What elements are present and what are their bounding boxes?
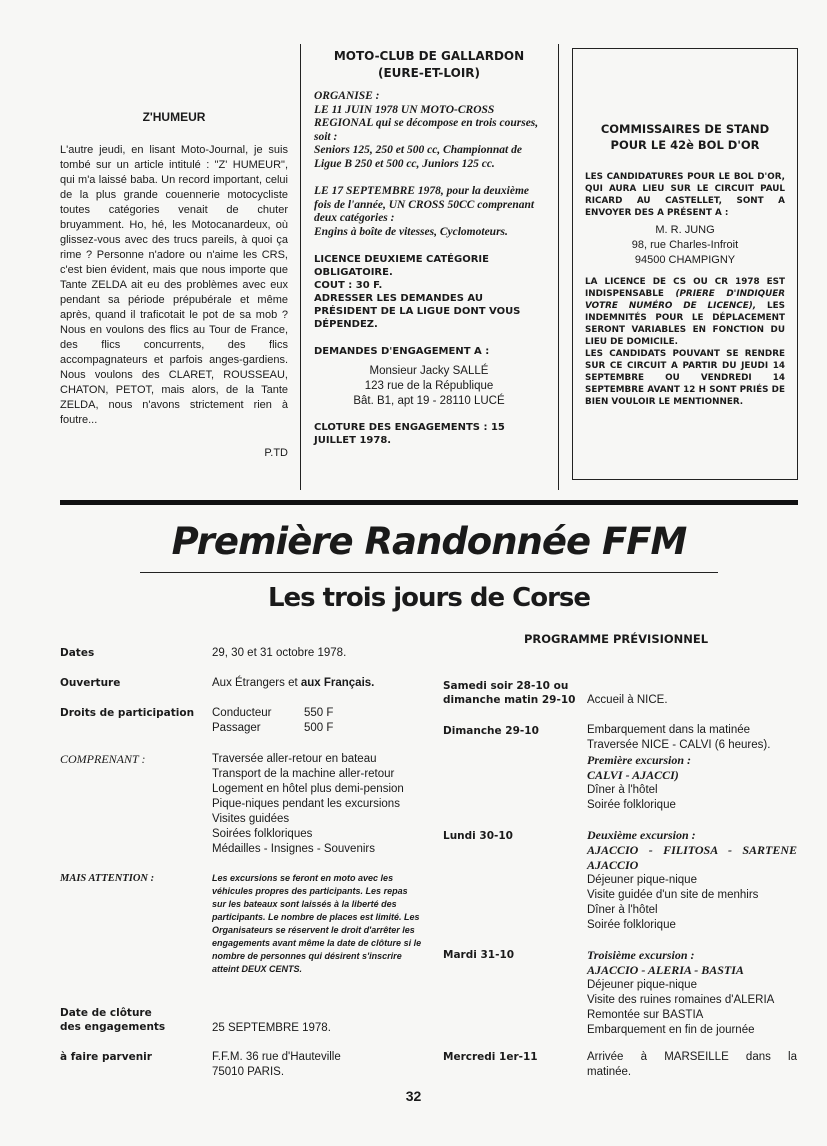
commissaires-subtitle: POUR LE 42è BOL D'OR (610, 138, 760, 152)
motoclub-article (314, 48, 544, 447)
mercredi-block (587, 1050, 797, 1080)
exc3-line: Déjeuner pique-nique (587, 979, 697, 991)
conducteur-prix: 550 F (304, 707, 334, 719)
commissaires-p1: LES CANDIDATURES POUR LE BOL D'OR, QUI AURA LIEU SUR LE CIRCUIT PAUL RICARD AU CASTELLET, SONT A ENVOYER DES A PRÉSENT A : (585, 172, 785, 218)
attention-label: MAIS ATTENTION : (60, 873, 155, 884)
exc1-route: CALVI - AJACCI) (587, 768, 679, 782)
commissaires-p2c: LES INDEMNITÉS POUR LE DÉPLACEMENT SERONT VARIABLES EN FONCTION DU LIEU DE DOMICILE. (585, 301, 785, 347)
samedi-label (443, 679, 575, 707)
ouverture-value (212, 676, 374, 691)
samedi-value: Accueil à NICE. (587, 694, 668, 706)
exc2-line: Dîner à l'hôtel (587, 904, 658, 916)
mercredi-label: Mercredi 1er-11 (443, 1051, 538, 1063)
exc3-line: Visite des ruines romaines d'ALERIA (587, 994, 775, 1006)
dimanche-label: Dimanche 29-10 (443, 725, 539, 737)
exc2-route2: AJACCIO (587, 858, 639, 872)
comprenant-item: Transport de la machine aller-retour (212, 768, 395, 780)
parvenir-line1: F.F.M. 36 rue d'Hauteville (212, 1051, 341, 1063)
ouverture-text: Aux Étrangers et (212, 677, 298, 689)
rando-title: Première Randonnée FFM (171, 520, 687, 563)
exc2-line: Déjeuner pique-nique (587, 874, 697, 886)
passager-prix: 500 F (304, 722, 334, 734)
commissaires-box (572, 48, 798, 480)
passager-label: Passager (212, 722, 261, 734)
commissaires-title: COMMISSAIRES DE STAND (600, 122, 770, 136)
ouverture-bold: aux Français. (300, 677, 375, 689)
exc3-title: Troisième excursion : (587, 948, 695, 962)
commissaires-p2b: (PRIERE D'INDIQUER VOTRE NUMÉRO DE LICENCE), (585, 289, 785, 311)
exc2-line: Soirée folklorique (587, 919, 676, 931)
attention-text: Les excursions se feront en moto avec les véhicules propres des participants. Les repas sur les bateaux sont laissés à la liberté des participants. Le nombre de places est limité. Les Organisateurs se réservent le droit d'arrêter les engagements avant même la date de clôture si le nombre de personnes qui désirent s'inscrire atteint DEUX CENTS. (212, 873, 422, 974)
mercredi-line2: matinée. (587, 1066, 632, 1078)
comprenant-item: Logement en hôtel plus demi-pension (212, 783, 404, 795)
parvenir-line2: 75010 PARIS. (212, 1066, 285, 1078)
exc2-title: Deuxième excursion : (587, 828, 696, 842)
parvenir-value (212, 1050, 341, 1080)
commissaires-p2 (585, 276, 785, 348)
motoclub-title: MOTO-CLUB DE GALLARDON (333, 49, 525, 63)
dimanche-block (587, 723, 770, 813)
conducteur-label: Conducteur (212, 707, 272, 719)
dates-label: Dates (60, 647, 95, 659)
motoclub-cloture: CLOTURE DES ENGAGEMENTS : 15 JUILLET 1978. (314, 422, 505, 446)
commissaires-addr-name: M. R. JUNG (655, 224, 715, 236)
dimanche-line: Embarquement dans la matinée (587, 724, 751, 736)
cloture-label-line2: des engagements (60, 1021, 166, 1033)
title-rule (140, 572, 718, 573)
exc1-line: Dîner à l'hôtel (587, 784, 658, 796)
motoclub-addr-street: 123 rue de la République (364, 380, 494, 392)
motoclub-event1: LE 11 JUIN 1978 UN MOTO-CROSS REGIONAL qui se décompose en trois courses, soit : (314, 103, 539, 143)
column-divider (300, 44, 301, 490)
zhumeur-article (60, 110, 288, 461)
comprenant-item: Pique-niques pendant les excursions (212, 798, 400, 810)
comprenant-item: Soirées folkloriques (212, 828, 313, 840)
exc3-line: Embarquement en fin de journée (587, 1024, 755, 1036)
lundi-label: Lundi 30-10 (443, 830, 513, 842)
exc3-route: AJACCIO - ALERIA - BASTIA (587, 963, 744, 977)
parvenir-label: à faire parvenir (60, 1051, 152, 1063)
motoclub-event2-classes: Engins à boîte de vitesses, Cyclomoteurs. (314, 225, 508, 238)
comprenant-item: Médailles - Insignes - Souvenirs (212, 843, 375, 855)
motoclub-adresser: ADRESSER LES DEMANDES AU PRÉSIDENT DE LA LIGUE DONT VOUS DÉPENDEZ. (314, 293, 521, 330)
commissaires-addr-street: 98, rue Charles-Infroit (631, 239, 739, 251)
motoclub-region: (EURE-ET-LOIR) (377, 66, 481, 80)
samedi-label-line1: Samedi soir 28-10 ou (443, 680, 569, 692)
samedi-label-line2: dimanche matin 29-10 (443, 694, 576, 706)
mardi-block (587, 948, 774, 1038)
exc1-title: Première excursion : (587, 753, 691, 767)
motoclub-addr-name: Monsieur Jacky SALLÉ (369, 365, 489, 377)
mardi-label: Mardi 31-10 (443, 949, 515, 961)
exc1-line: Soirée folklorique (587, 799, 676, 811)
motoclub-licence: LICENCE DEUXIEME CATÉGORIE OBLIGATOIRE. (314, 254, 489, 278)
motoclub-cout: COUT : 30 F. (314, 280, 383, 291)
cloture-label-line1: Date de clôture (60, 1007, 152, 1019)
exc3-line: Remontée sur BASTIA (587, 1009, 704, 1021)
zhumeur-signature: P.TD (264, 447, 288, 459)
motoclub-address (314, 364, 544, 409)
comprenant-item: Traversée aller-retour en bateau (212, 753, 377, 765)
zhumeur-text: L'autre jeudi, en lisant Moto-Journal, je suis tombé sur un article intitulé : "Z' HUMEUR", qui m'a laissé baba. Un record important, celui de la plus grande couennerie motocycliste toutes catégories venait de chuter bruyamment. Ho, hé, les Motocanardeux, où glissez-vous avec des trucs pareils, à quoi ça rime ? Personne n'adore ou n'aime les CRS, c'est bien évident, mais que nous importe que Tante ZELDA ait eu des problèmes avec eux pendant sa période prépubérale et même après, quand il traficotait le pot de sa mob ? Nous en voulons des flics au Tour de France, des flics concurrents, des flics accompagnateurs et parfois anges-gardiens. Nous voulons des CLARET, ROUSSEAU, CHATON, PETOT, mais alors, de la Tante ZELDA, nous n'avons strictement rien à foutre... (60, 144, 288, 426)
dates-value: 29, 30 et 31 octobre 1978. (212, 647, 347, 659)
lundi-block (587, 828, 797, 933)
commissaires-p2a: LA LICENCE DE CS OU CR 1978 EST INDISPENSABLE (585, 277, 785, 299)
zhumeur-title: Z'HUMEUR (142, 110, 206, 124)
exc2-route1: AJACCIO - FILITOSA - SARTENE (587, 843, 797, 857)
droits-label: Droits de participation (60, 707, 195, 719)
column-divider (558, 44, 559, 490)
page-number: 32 (405, 1088, 422, 1104)
commissaires-address (585, 223, 785, 268)
motoclub-addr-city: Bât. B1, apt 19 - 28110 LUCÉ (353, 395, 505, 407)
section-rule (60, 500, 798, 505)
ouverture-label: Ouverture (60, 677, 121, 689)
mercredi-line1: Arrivée à MARSEILLE dans la (587, 1051, 797, 1063)
commissaires-addr-city: 94500 CHAMPIGNY (634, 254, 736, 266)
cloture-label (60, 1006, 165, 1034)
exc2-line: Visite guidée d'un site de menhirs (587, 889, 759, 901)
motoclub-demandes: DEMANDES D'ENGAGEMENT A : (314, 346, 490, 357)
rando-subtitle: Les trois jours de Corse (267, 583, 591, 613)
comprenant-list (212, 752, 404, 857)
motoclub-event2: LE 17 SEPTEMBRE 1978, pour la deuxième fois de l'année, UN CROSS 50CC comprenant deux catégories : (314, 185, 535, 224)
dimanche-line: Traversée NICE - CALVI (6 heures). (587, 739, 771, 751)
motoclub-event1-classes: Seniors 125, 250 et 500 cc, Championnat de Ligue B 250 et 500 cc, Juniors 125 cc. (314, 144, 522, 170)
commissaires-p3: LES CANDIDATS POUVANT SE RENDRE SUR CE CIRCUIT A PARTIR DU JEUDI 14 SEPTEMBRE OU VENDREDI 14 SEPTEMBRE AVANT 12 H SONT PRIÉS DE BIEN VOULOIR LE MENTIONNER. (585, 349, 785, 407)
cloture-value: 25 SEPTEMBRE 1978. (212, 1022, 331, 1034)
comprenant-label: COMPRENANT : (60, 752, 146, 766)
comprenant-item: Visites guidées (212, 813, 290, 825)
motoclub-organise: ORGANISE : (314, 90, 380, 102)
programme-heading: PROGRAMME PRÉVISIONNEL (524, 632, 709, 646)
